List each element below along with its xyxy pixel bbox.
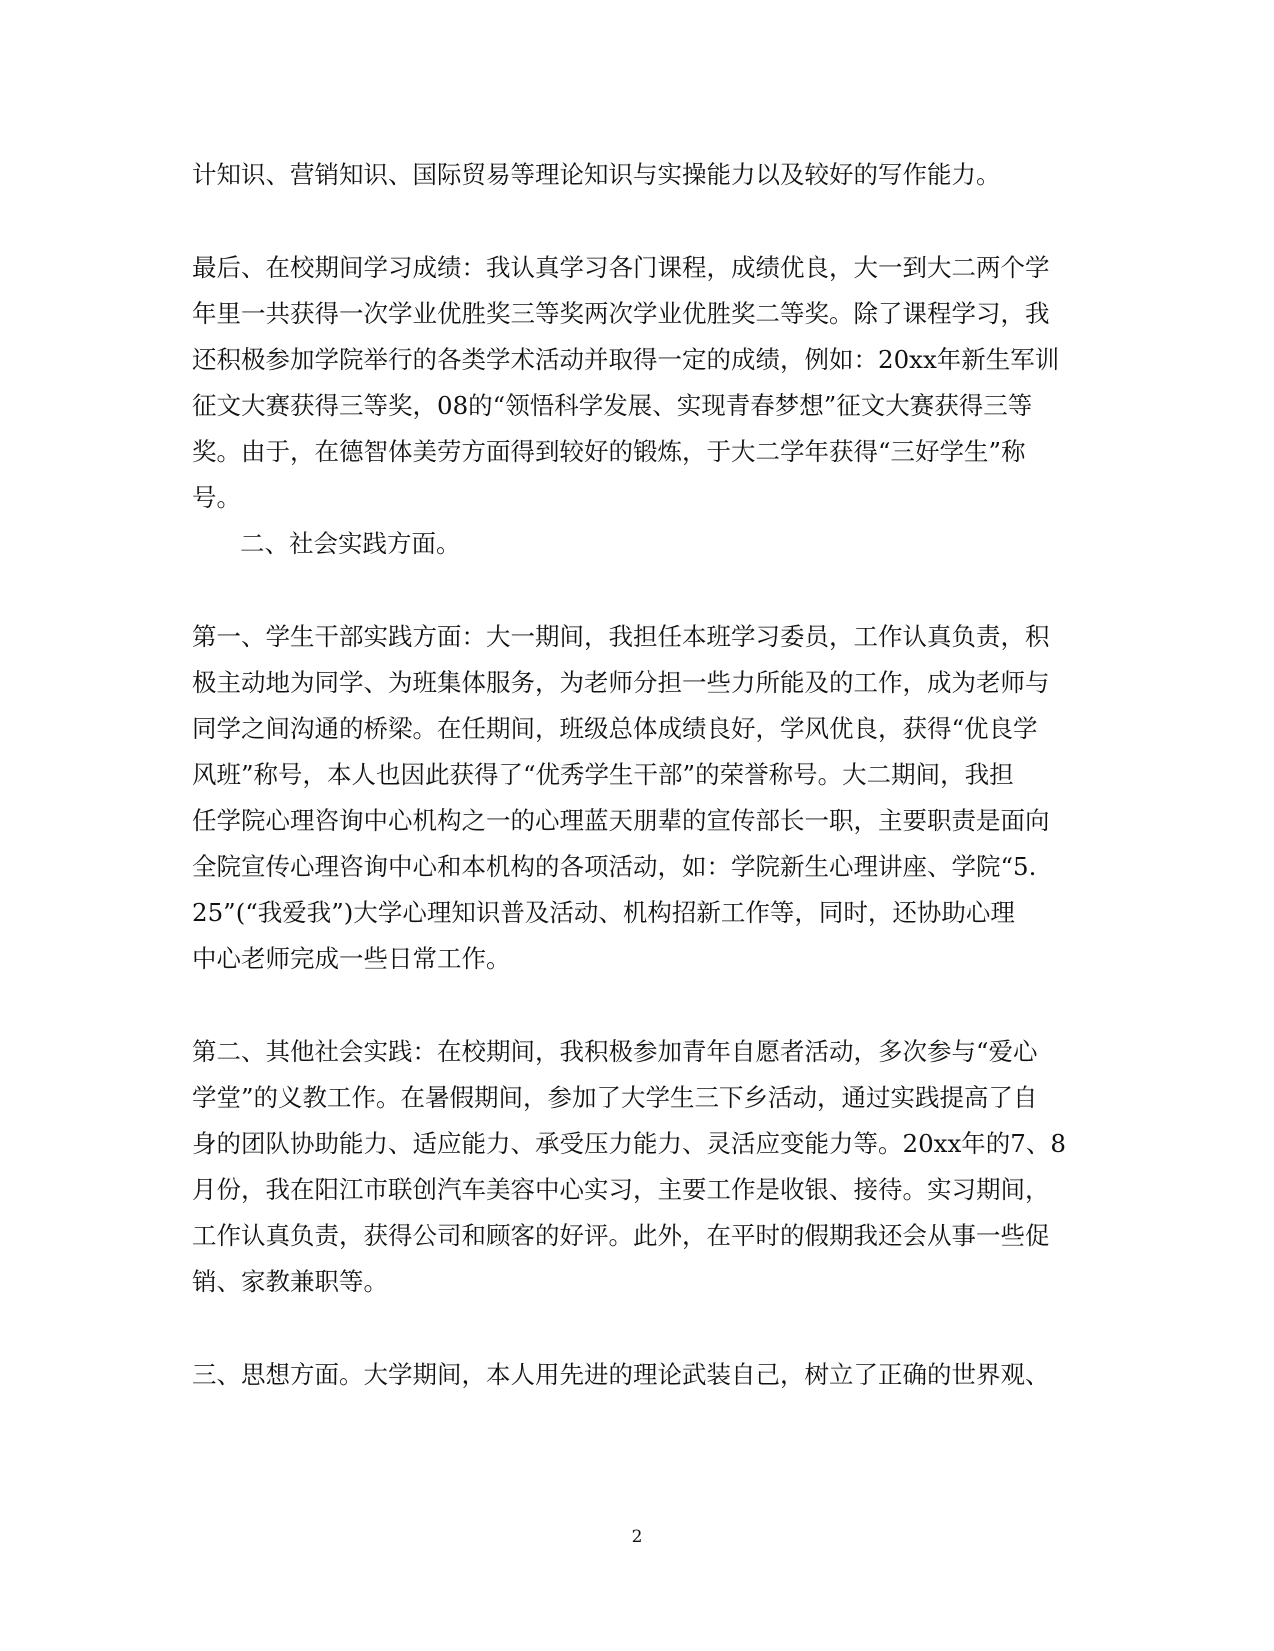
text-line: 还积极参加学院举行的各类学术活动并取得一定的成绩，例如：20xx年新生军训: [192, 345, 1060, 374]
text-line: 三、思想方面。大学期间，本人用先进的理论武装自己，树立了正确的世界观、: [192, 1360, 1050, 1389]
text-line: 销、家教兼职等。: [192, 1267, 388, 1296]
text-line: 工作认真负责，获得公司和顾客的好评。此外，在平时的假期我还会从事一些促: [192, 1221, 1050, 1250]
text-line: 第一、学生干部实践方面：大一期间，我担任本班学习委员，工作认真负责，积: [192, 622, 1050, 651]
text-line: 征文大赛获得三等奖，08的“领悟科学发展、实现青春梦想”征文大赛获得三等: [192, 391, 1033, 420]
text-line: 月份，我在阳江市联创汽车美容中心实习，主要工作是收银、接待。实习期间，: [192, 1175, 1050, 1204]
text-line: 学堂”的义教工作。在暑假期间，参加了大学生三下乡活动，通过实践提高了自: [192, 1083, 1038, 1112]
text-line: 同学之间沟通的桥梁。在任期间，班级总体成绩良好，学风优良，获得“优良学: [192, 714, 1038, 743]
text-line: 身的团队协助能力、适应能力、承受压力能力、灵活应变能力等。20xx年的7、8: [192, 1129, 1066, 1158]
page-number: 2: [631, 1527, 643, 1547]
text-line: 中心老师完成一些日常工作。: [192, 944, 511, 973]
text-line: 计知识、营销知识、国际贸易等理论知识与实操能力以及较好的写作能力。: [192, 160, 1001, 189]
text-line: 年里一共获得一次学业优胜奖三等奖两次学业优胜奖二等奖。除了课程学习，我: [192, 299, 1050, 328]
text-line: 任学院心理咨询中心机构之一的心理蓝天朋辈的宣传部长一职，主要职责是面向: [192, 806, 1050, 835]
text-line: 第二、其他社会实践：在校期间，我积极参加青年自愿者活动，多次参与“爱心: [192, 1037, 1038, 1066]
section-heading: 二、社会实践方面。: [240, 529, 461, 558]
text-line: 极主动地为同学、为班集体服务，为老师分担一些力所能及的工作，成为老师与: [192, 668, 1050, 697]
text-line: 风班”称号，本人也因此获得了“优秀学生干部”的荣誉称号。大二期间，我担: [192, 760, 1014, 789]
text-line: 号。: [192, 483, 241, 512]
text-line: 奖。由于，在德智体美劳方面得到较好的锻炼，于大二学年获得“三好学生”称: [192, 437, 1026, 466]
text-line: 25”(“我爱我”)大学心理知识普及活动、机构招新工作等，同时，还协助心理: [192, 898, 1015, 927]
text-line: 全院宣传心理咨询中心和本机构的各项活动，如：学院新生心理讲座、学院“5.: [192, 852, 1037, 881]
text-line: 最后、在校期间学习成绩：我认真学习各门课程，成绩优良，大一到大二两个学: [192, 253, 1050, 282]
